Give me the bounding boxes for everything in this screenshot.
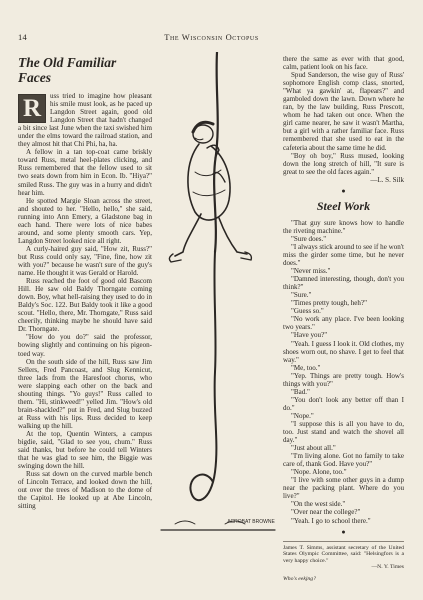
section-separator: ● (341, 527, 346, 536)
dialogue-line: "Just about all." (291, 444, 336, 453)
artist-signature: ACROBAT BROWNE (227, 519, 275, 525)
dialogue-line: "Yeah. I go to school there." (291, 516, 371, 525)
dialogue-line: "You don't look any better off than I do." (283, 395, 404, 412)
paragraph: "How do you do?" said the professor, bowing slightly and continuing on his pigeon-toed way. (18, 333, 152, 358)
rope-climber-illustration (155, 52, 283, 548)
dialogue-line: "Yeah. I guess I look it. Old clothes, my shoes worn out, no shave. I get to feel that way." (283, 339, 404, 364)
dialogue-line: "I'm living alone. Got no family to take care of, thank God. Have you?" (283, 452, 404, 469)
left-column (18, 55, 152, 510)
paragraph: A curly-haired guy said, "How zit, Russ?" but Russ could only say, "Fine, fine, how zit with you?" because he wasn't sure of the guy's name. He thought it was Gerald or Harold. (18, 244, 152, 278)
paragraph: At the top, Quentin Winters, a campus bigdie, said, "Glad to see you, chum." Russ said thanks, but before he could tell Winters that he was glad to see him, the Biggie was swinging down the hill. (18, 429, 152, 471)
drop-cap: R (18, 94, 46, 123)
page-header (18, 32, 405, 44)
dialogue-line: "Over near the college?" (291, 508, 361, 517)
dialogue-line: "Sure does." (291, 234, 327, 243)
paragraph: Spud Sanderson, the wise guy of Russ' sophomore English comp class, snorted, "What ya gawkin' at, flapears?" and gamboled down the lawn. Down where he ran, by the law building, Russ Prescott, whom he had taken out once. When the girl came nearer, he saw it wasn't Martha, but a girl with a rather familiar face. Russ remembered that she used to eat in the cafeteria about the same time he did. (283, 71, 404, 152)
paragraph: Russ reached the foot of good old Bascom Hill. He saw old Baldy Thorngate coming down. Boy, what hell-raising they used to do in Baldy's Soc. 122. But Baldy took it like a good scout. "Hello, there, Mr. Thorngate," Russ said cheerily, thinking maybe he should have said Dr. Thorngate. (18, 277, 152, 334)
dialogue-line: "I always stick around to see if he won't miss the girder some time, but he never does." (283, 242, 404, 268)
dialogue-line: "Yep. Things are pretty tough. How's things with you?" (283, 371, 404, 388)
dialogue-line: "Sure." (291, 291, 312, 300)
paragraph: On the south side of the hill, Russ saw Jim Sellers, Fred Pancoast, and Slug Kennicut, three lads from the Haresfoot chorus, who were slapping each other on the back and shouting things. "Yo guys!" Russ called to them. "Hi, stinkweed!" yelled Jim. "How's old brain-shackled?" put in Fred, and Slug buzzed at Russ with his lips. Russ decided to keep walking up the hill. (18, 357, 152, 430)
magazine-title: The Wisconsin Octopus (164, 32, 259, 42)
footnote-question: Who's eekjng? (283, 576, 316, 582)
dialogue-line: "That guy sure knows how to handle the riveting machine." (283, 218, 404, 235)
lead-text: uss tried to imagine how pleasant his smile must look, as he paced up Langdon Street again, good old Langdon Street that hadn't changed a bit since last June when the taxi swished him under the elms toward the railroad station, and they almost hit that Chi Phi, ha, ha. (18, 92, 152, 149)
dialogue-line: "Nope. Alone, too." (291, 468, 347, 477)
section-separator: ● (341, 186, 346, 195)
dialogue-line: "Me, too." (291, 363, 321, 372)
dialogue-line: "Guess so." (291, 307, 324, 316)
dialogue-line: "Times pretty tough, heh?" (291, 299, 367, 308)
dialogue-line: "On the west side." (291, 500, 346, 509)
paragraph: there the same as ever with that good, calm, patient look on his face. (283, 55, 404, 72)
story-lead-paragraph (18, 92, 152, 148)
footnote (283, 541, 404, 583)
paragraph: "Boy oh boy," Russ mused, looking down the long stretch of hill, "It sure is great to see the old faces again." (283, 151, 404, 176)
dialogue-line: "Have you?" (291, 331, 328, 340)
right-column (283, 55, 404, 583)
footnote-attribution: —N. Y. Times (371, 564, 404, 571)
story-title: The Old Familiar Faces (18, 55, 117, 85)
dialogue-line: "I live with some other guys in a dump near the packing plant. Where do you live?" (283, 476, 404, 501)
dialogue-line: "No work any place. I've been looking two years." (283, 315, 404, 332)
paragraph: A fellow in a tan top-coat came briskly toward Russ, metal heel-plates clicking, and Russ remembered that the fellow used to sit two seats down from him in Econ. Ib. "Hiya?" smiled Russ. The guy was in a hurry and didn't hear him. (18, 148, 152, 197)
dialogue-line: "Damned interesting, though, don't you think?" (283, 275, 404, 292)
dialogue-line: "Nope." (291, 411, 314, 420)
page-number: 14 (18, 32, 28, 42)
story-title: Steel Work (316, 198, 371, 213)
dialogue-line: "Bad." (291, 387, 310, 396)
author-signature: —L. S. Silk (370, 175, 404, 184)
paragraph: Russ sat down on the curved marble bench of Lincoln Terrace, and looked down the hill, out over the trees of Madison to the dome of the Capitol. He looked up at Abe Lincoln, sitting (18, 470, 152, 511)
paragraph: He spotted Margie Sloan across the street, and shouted to her. "Hello, hello," she said, running into Ann Emery, a Gladstone bag in each hand. There were lots of nice babes around, and some plenty smooth cars. Yep, Langdon Street looked nice all right. (18, 196, 152, 245)
dialogue-line: "I suppose this is all you have to do, too. Just stand and watch the shovel all day." (283, 419, 404, 445)
footnote-text: James T. Simms, assistant secretary of the United States Olympic Committee, said: "Helsingfors is a very happy choice." (283, 544, 404, 564)
dialogue-line: "Never miss." (291, 267, 331, 276)
